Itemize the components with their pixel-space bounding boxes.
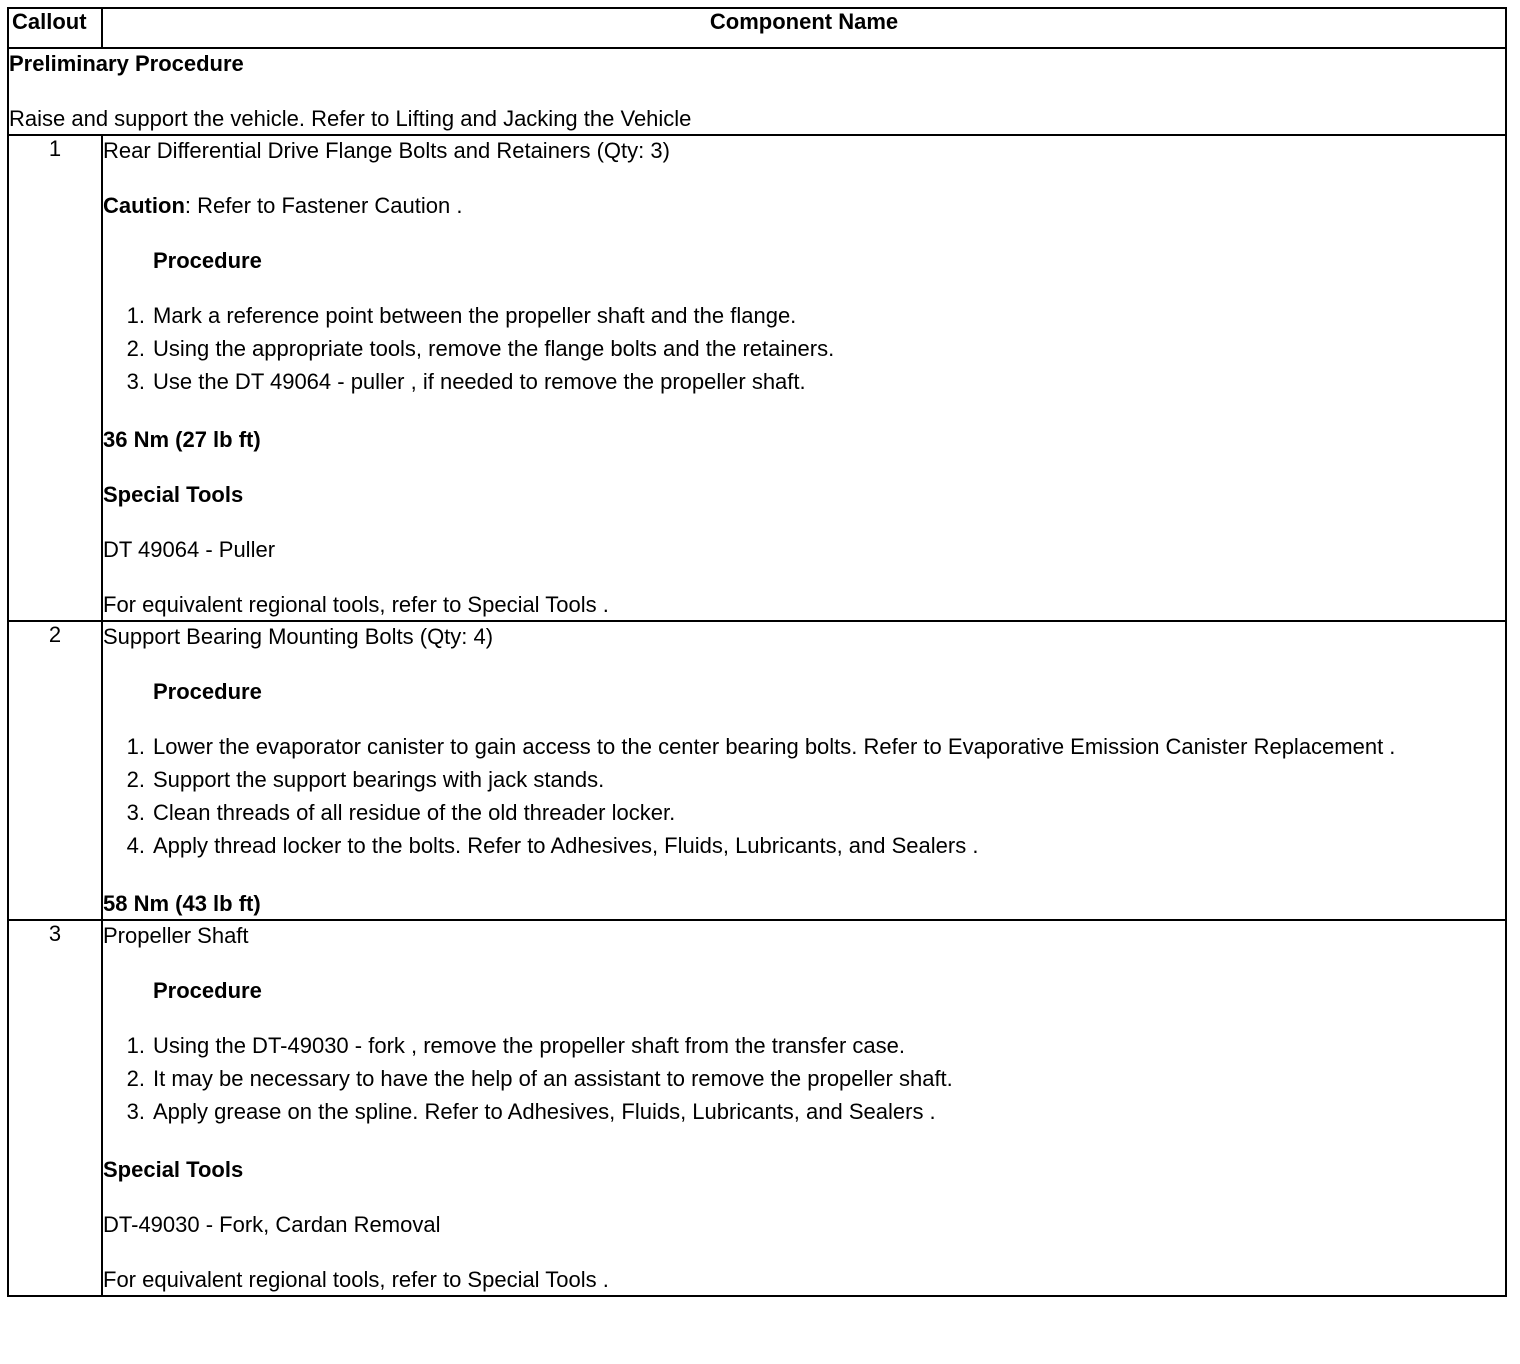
list-item [103, 1064, 1505, 1094]
procedure-steps [103, 732, 1505, 861]
special-tool-name: DT-49030 - Fork, Cardan Removal [103, 1212, 441, 1237]
caution-text: : Refer to Fastener Caution . [184, 193, 463, 218]
component-cell [102, 135, 1506, 621]
component-name: Support Bearing Mounting Bolts (Qty: 4) [103, 624, 494, 649]
list-item [103, 301, 1505, 331]
table-row [8, 920, 1506, 1296]
procedure-heading: Procedure [153, 679, 262, 704]
torque-spec: 58 Nm (43 lb ft) [103, 891, 261, 916]
step-text: Mark a reference point between the propeller shaft and the flange. [153, 303, 797, 328]
list-item [103, 765, 1505, 795]
callout-column-header: Callout [8, 8, 102, 48]
callout-number: 1 [8, 135, 102, 621]
table-row [8, 621, 1506, 920]
step-number: 4. [126, 833, 145, 858]
step-number: 1. [126, 303, 145, 328]
procedure-heading: Procedure [153, 978, 262, 1003]
step-number: 3. [126, 369, 145, 394]
step-number: 2. [126, 336, 145, 361]
special-tools-heading: Special Tools [103, 482, 244, 507]
list-item [103, 831, 1505, 861]
component-name-column-header: Component Name [102, 8, 1506, 48]
step-text: Apply grease on the spline. Refer to Adhesives, Fluids, Lubricants, and Sealers . [153, 1099, 936, 1124]
step-text: Apply thread locker to the bolts. Refer to Adhesives, Fluids, Lubricants, and Sealers . [153, 833, 979, 858]
list-item [103, 798, 1505, 828]
step-text: Using the DT-49030 - fork , remove the propeller shaft from the transfer case. [153, 1033, 906, 1058]
step-text: Clean threads of all residue of the old threader locker. [153, 800, 676, 825]
component-cell [102, 920, 1506, 1296]
list-item [103, 732, 1505, 762]
step-text: It may be necessary to have the help of an assistant to remove the propeller shaft. [153, 1066, 953, 1091]
step-number: 1. [126, 1033, 145, 1058]
component-name: Rear Differential Drive Flange Bolts and Retainers (Qty: 3) [103, 138, 670, 163]
callout-number: 2 [8, 621, 102, 920]
list-item [103, 334, 1505, 364]
step-text: Lower the evaporator canister to gain access to the center bearing bolts. Refer to Evaporative Emission Canister Replacement . [153, 734, 1396, 759]
caution-line [103, 191, 1505, 221]
table-row [8, 135, 1506, 621]
preliminary-procedure-title: Preliminary Procedure [9, 51, 244, 76]
step-number: 1. [126, 734, 145, 759]
special-tools-note: For equivalent regional tools, refer to Special Tools . [103, 592, 609, 617]
component-table [7, 7, 1507, 1297]
step-text: Use the DT 49064 - puller , if needed to remove the propeller shaft. [153, 369, 806, 394]
caution-label: Caution [103, 193, 185, 218]
component-name: Propeller Shaft [103, 923, 249, 948]
step-number: 2. [126, 767, 145, 792]
special-tools-note: For equivalent regional tools, refer to Special Tools . [103, 1267, 609, 1292]
callout-number: 3 [8, 920, 102, 1296]
special-tool-name: DT 49064 - Puller [103, 537, 276, 562]
list-item [103, 1031, 1505, 1061]
list-item [103, 1097, 1505, 1127]
table-header-row [8, 8, 1506, 48]
step-number: 2. [126, 1066, 145, 1091]
step-number: 3. [126, 1099, 145, 1124]
step-text: Support the support bearings with jack stands. [153, 767, 605, 792]
preliminary-procedure-text: Raise and support the vehicle. Refer to Lifting and Jacking the Vehicle [9, 106, 692, 131]
procedure-steps [103, 1031, 1505, 1127]
procedure-steps [103, 301, 1505, 397]
torque-spec: 36 Nm (27 lb ft) [103, 427, 261, 452]
list-item [103, 367, 1505, 397]
procedure-heading: Procedure [153, 248, 262, 273]
step-text: Using the appropriate tools, remove the flange bolts and the retainers. [153, 336, 835, 361]
preliminary-procedure-row [8, 48, 1506, 135]
step-number: 3. [126, 800, 145, 825]
preliminary-procedure-cell [8, 48, 1506, 135]
special-tools-heading: Special Tools [103, 1157, 244, 1182]
component-cell [102, 621, 1506, 920]
